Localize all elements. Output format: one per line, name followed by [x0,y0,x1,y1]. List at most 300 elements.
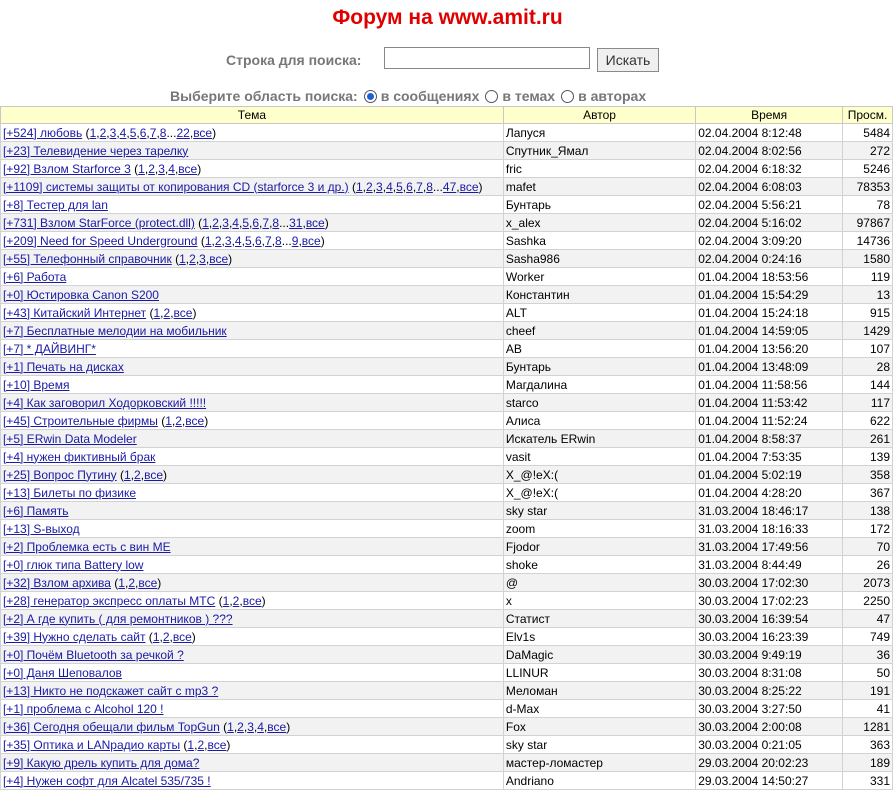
author-cell: мастер-ломастер [503,754,695,772]
topic-link[interactable]: [+9] Какую дрель купить для дома? [3,755,200,770]
time-cell: 01.04.2004 5:02:19 [696,466,843,484]
topic-link[interactable]: [+731] Взлом StarForce (protect.dll) [3,215,195,230]
header-author: Автор [503,107,695,124]
author-cell: Бунтарь [503,358,695,376]
topic-link[interactable]: [+4] Как заговорил Ходорковский !!!!! [3,395,207,410]
time-cell: 01.04.2004 15:24:18 [696,304,843,322]
views-cell: 13 [843,286,893,304]
author-cell: Sasha986 [503,250,695,268]
topic-link[interactable]: [+36] Сегодня обещали фильм TopGun [3,719,220,734]
scope-label: Выберите область поиска: [170,88,358,104]
search-scope [170,88,646,104]
table-row [1,466,893,484]
table-row [1,520,893,538]
page-link[interactable]: все [242,593,262,608]
topic-cell [1,592,504,610]
table-row [1,304,893,322]
page-link[interactable]: 6 [254,233,262,248]
topic-link[interactable]: [+1109] системы защиты от копирования CD (starforce 3 и др.) [3,179,349,194]
time-cell: 02.04.2004 5:16:02 [696,214,843,232]
page-links: (1,2,все) [146,305,197,320]
page-links: (1,2,все) [180,737,231,752]
radio-messages[interactable] [364,90,377,103]
author-cell: Статист [503,610,695,628]
topic-link[interactable]: [+2] Проблемка есть с вин ME [3,539,171,554]
header-views: Просм. [843,107,893,124]
radio-topics[interactable] [485,90,498,103]
page-link[interactable]: 4 [119,125,127,140]
page-link[interactable]: 3 [224,233,232,248]
views-cell: 117 [843,394,893,412]
table-row [1,538,893,556]
table-row [1,484,893,502]
author-cell: Искатель ERwin [503,430,695,448]
page-link[interactable]: 1 [138,161,145,176]
table-row [1,574,893,592]
page-link[interactable]: 2 [214,233,222,248]
topic-cell [1,430,504,448]
topic-link[interactable]: [+35] Оптика и LANрадио карты [3,737,181,752]
time-cell: 01.04.2004 11:58:56 [696,376,843,394]
author-cell: Бунтарь [503,196,695,214]
table-row [1,232,893,250]
time-cell: 30.03.2004 8:31:08 [696,664,843,682]
views-cell: 78 [843,196,893,214]
page-link[interactable]: 8 [159,125,167,140]
views-cell: 358 [843,466,893,484]
views-cell: 622 [843,412,893,430]
time-cell: 30.03.2004 16:39:54 [696,610,843,628]
topic-cell [1,214,504,232]
page-link[interactable]: 2 [99,125,107,140]
topic-cell [1,520,504,538]
views-cell: 172 [843,520,893,538]
topic-link[interactable]: [+43] Китайский Интернет [3,305,147,320]
page-ellipsis: ... [432,179,443,194]
page-link[interactable]: 9 [291,233,299,248]
topic-cell [1,304,504,322]
page-link[interactable]: все [138,575,158,590]
time-cell: 31.03.2004 18:46:17 [696,502,843,520]
topic-link[interactable]: [+0] Юстировка Canon S200 [3,287,159,302]
table-row [1,772,893,790]
author-cell: X_@!eX:( [503,484,695,502]
author-cell: Спутник_Ямал [503,142,695,160]
time-cell: 01.04.2004 8:58:37 [696,430,843,448]
time-cell: 30.03.2004 16:23:39 [696,628,843,646]
topic-link[interactable]: [+4] Нужен софт для Alcatel 535/735 ! [3,773,211,788]
page-link[interactable]: 5 [129,125,137,140]
topic-cell [1,484,504,502]
time-cell: 31.03.2004 17:49:56 [696,538,843,556]
topic-link[interactable]: [+28] генератор экспресс оплаты МТС [3,593,216,608]
table-row [1,718,893,736]
author-cell: fric [503,160,695,178]
page-link[interactable]: все [173,305,193,320]
topic-cell [1,124,504,142]
page-link[interactable]: 3 [376,179,383,194]
time-cell: 30.03.2004 0:21:05 [696,736,843,754]
table-row [1,214,893,232]
author-cell: cheef [503,322,695,340]
topics-body [1,124,893,790]
author-cell: ALT [503,304,695,322]
page-link[interactable]: 3 [199,251,206,266]
topic-link[interactable]: [+6] Работа [3,269,67,284]
time-cell: 30.03.2004 17:02:23 [696,592,843,610]
author-cell: starco [503,394,695,412]
topic-cell [1,448,504,466]
time-cell: 01.04.2004 18:53:56 [696,268,843,286]
author-cell: @ [503,574,695,592]
topic-cell [1,340,504,358]
topics-table [0,106,893,790]
page-link[interactable]: 1 [152,629,160,644]
page-link[interactable]: 2 [212,215,219,230]
page-link[interactable]: 1 [222,593,230,608]
views-cell: 26 [843,556,893,574]
topic-cell [1,610,504,628]
page-links: (1,2,3,4,все) [130,161,202,176]
page-ellipsis: ... [281,233,292,248]
page-link[interactable]: 8 [275,233,282,248]
page-link[interactable]: 47 [442,179,457,194]
topic-cell [1,682,504,700]
topic-link[interactable]: [+7] Бесплатные мелодии на мобильник [3,323,227,338]
search-input[interactable] [384,47,590,69]
author-cell: mafet [503,178,695,196]
scope-option-label: в авторах [578,88,647,104]
topic-cell [1,412,504,430]
author-cell: Fox [503,718,695,736]
views-cell: 749 [843,628,893,646]
table-row [1,142,893,160]
scope-option-topics[interactable] [485,88,555,104]
page-link[interactable]: 1 [118,575,125,590]
table-row [1,646,893,664]
views-cell: 189 [843,754,893,772]
author-cell: Константин [503,286,695,304]
page-link[interactable]: 3 [109,125,117,140]
table-row [1,628,893,646]
table-row [1,286,893,304]
topic-link[interactable]: [+0] Почём Bluetooth за речкой ? [3,647,184,662]
page-links: (1,2,3,4,5,6,7,8...31,все) [194,215,329,230]
topic-link[interactable]: [+4] нужен фиктивный брак [3,449,156,464]
topic-link[interactable]: [+5] ERwin Data Modeler [3,431,137,446]
page-link[interactable]: 3 [247,719,254,734]
page-links: (1,2,3,4,5,6,7,8...9,все) [197,233,325,248]
page-links: (1,2,3,все) [171,251,233,266]
views-cell: 1429 [843,322,893,340]
page-link[interactable]: все [193,125,213,140]
table-row [1,736,893,754]
scope-option-label: в темах [502,88,556,104]
topic-link[interactable]: [+524] любовь [3,125,83,140]
table-row [1,340,893,358]
page-link[interactable]: 2 [366,179,373,194]
page-link[interactable]: все [209,251,229,266]
page-link[interactable]: 22 [176,125,190,140]
table-row [1,700,893,718]
page-links: (1,2,все) [116,467,167,482]
topic-link[interactable]: [+23] Телевидение через тарелку [3,143,189,158]
table-row [1,682,893,700]
views-cell: 1580 [843,250,893,268]
page-ellipsis: ... [279,215,290,230]
topic-cell [1,574,504,592]
topic-link[interactable]: [+55] Телефонный справочник [3,251,172,266]
author-cell: vasit [503,448,695,466]
author-cell: Алиса [503,412,695,430]
topic-link[interactable]: [+2] А где купить ( для ремонтников ) ??? [3,611,233,626]
author-cell: Andriano [503,772,695,790]
page-link[interactable]: 4 [234,233,242,248]
topic-cell [1,556,504,574]
views-cell: 2073 [843,574,893,592]
page-title: Форум на www.amit.ru [332,6,563,29]
page-links: (1,2,3,4,все) [219,719,291,734]
time-cell: 02.04.2004 5:56:21 [696,196,843,214]
topic-cell [1,736,504,754]
page-link[interactable]: 4 [257,719,264,734]
search-label: Строка для поиска: [226,52,362,68]
radio-authors[interactable] [561,90,574,103]
topic-link[interactable]: [+1] проблема с Alcohol 120 ! [3,701,164,716]
search-button[interactable]: Искать [597,48,659,72]
page-link[interactable]: все [305,215,325,230]
page-link[interactable]: 5 [244,233,252,248]
author-cell: x [503,592,695,610]
views-cell: 36 [843,646,893,664]
page-link[interactable]: 1 [227,719,234,734]
page-link[interactable]: 4 [232,215,239,230]
time-cell: 02.04.2004 3:09:20 [696,232,843,250]
topic-cell [1,646,504,664]
views-cell: 78353 [843,178,893,196]
views-cell: 191 [843,682,893,700]
page-link[interactable]: 1 [179,251,186,266]
table-row [1,430,893,448]
page-link[interactable]: 6 [406,179,413,194]
page-links: (1,2,все) [215,593,266,608]
topic-cell [1,268,504,286]
page-link[interactable]: 2 [197,737,205,752]
page-link[interactable]: все [459,179,479,194]
topic-cell [1,772,504,790]
time-cell: 30.03.2004 2:00:08 [696,718,843,736]
page-link[interactable]: 4 [168,161,175,176]
page-link[interactable]: 1 [165,413,172,428]
page-link[interactable]: 1 [204,233,212,248]
table-row [1,610,893,628]
page-link[interactable]: 8 [426,179,433,194]
page-link[interactable]: 5 [396,179,403,194]
page-links: (1,2,все) [145,629,196,644]
page-link[interactable]: 5 [242,215,249,230]
scope-option-label: в сообщениях [380,88,480,104]
page-link[interactable]: 3 [222,215,229,230]
topic-link[interactable]: [+13] S-выход [3,521,80,536]
author-cell: d-Max [503,700,695,718]
author-cell: X_@!eX:( [503,466,695,484]
page-link[interactable]: 7 [416,179,423,194]
views-cell: 2250 [843,592,893,610]
header-topic: Тема [1,107,504,124]
time-cell: 01.04.2004 14:59:05 [696,322,843,340]
page-links: (1,2,все) [110,575,162,590]
page-link[interactable]: 3 [158,161,165,176]
time-cell: 29.03.2004 14:50:27 [696,772,843,790]
table-row [1,160,893,178]
table-row [1,448,893,466]
topic-link[interactable]: [+209] Need for Speed Underground [3,233,198,248]
topic-cell [1,700,504,718]
page-link[interactable]: 1 [355,179,363,194]
author-cell: Fjodor [503,538,695,556]
views-cell: 14736 [843,232,893,250]
page-link[interactable]: все [207,737,227,752]
page-link[interactable]: все [144,467,163,482]
topic-cell [1,394,504,412]
time-cell: 01.04.2004 15:54:29 [696,286,843,304]
time-cell: 30.03.2004 8:25:22 [696,682,843,700]
views-cell: 50 [843,664,893,682]
topic-cell [1,250,504,268]
time-cell: 30.03.2004 3:27:50 [696,700,843,718]
time-cell: 01.04.2004 7:53:35 [696,448,843,466]
table-row [1,178,893,196]
page-link[interactable]: 1 [187,737,195,752]
page-link[interactable]: 1 [202,215,209,230]
search-form [0,47,895,73]
author-cell: Лапуся [503,124,695,142]
topic-link[interactable]: [+10] Время [3,377,70,392]
views-cell: 5246 [843,160,893,178]
page-link[interactable]: 2 [175,413,182,428]
table-row [1,358,893,376]
table-row [1,268,893,286]
topic-cell [1,664,504,682]
author-cell: sky star [503,736,695,754]
table-row [1,250,893,268]
topic-link[interactable]: [+92] Взлом Starforce 3 [3,161,131,176]
table-row [1,592,893,610]
page-link[interactable]: 7 [265,233,272,248]
page-link[interactable]: 1 [153,305,161,320]
page-link[interactable]: 6 [252,215,260,230]
page-link[interactable]: 8 [272,215,280,230]
views-cell: 119 [843,268,893,286]
topic-link[interactable]: [+1] Печать на дисках [3,359,124,374]
table-row [1,124,893,142]
topic-link[interactable]: [+32] Взлом архива [3,575,111,590]
page-link[interactable]: 2 [237,719,244,734]
topic-cell [1,160,504,178]
author-cell: DaMagic [503,646,695,664]
topic-cell [1,178,504,196]
views-cell: 47 [843,610,893,628]
page-link[interactable]: 7 [262,215,270,230]
topic-cell [1,538,504,556]
topic-cell [1,754,504,772]
scope-option-authors[interactable] [561,88,646,104]
topic-link[interactable]: [+0] Даня Шеповалов [3,665,122,680]
page-ellipsis: ... [166,125,177,140]
topic-link[interactable]: [+45] Строительные фирмы [3,413,158,428]
page-links: (1,2,3,4,5,6,7,8...22,все) [82,125,217,140]
page-link[interactable]: все [301,233,321,248]
table-row [1,754,893,772]
page-link[interactable]: 1 [124,467,131,482]
topic-cell [1,142,504,160]
page-link[interactable]: 7 [149,125,157,140]
table-header [1,107,893,124]
topic-cell [1,466,504,484]
page-link[interactable]: 2 [189,251,196,266]
time-cell: 01.04.2004 13:56:20 [696,340,843,358]
author-cell: shoke [503,556,695,574]
author-cell: Worker [503,268,695,286]
topic-link[interactable]: [+0] глюк типа Battery low [3,557,144,572]
topic-link[interactable]: [+13] Билеты по физике [3,485,137,500]
time-cell: 02.04.2004 8:02:56 [696,142,843,160]
time-cell: 30.03.2004 17:02:30 [696,574,843,592]
author-cell: x_alex [503,214,695,232]
page-link[interactable]: все [172,629,192,644]
topic-link[interactable]: [+39] Нужно сделать сайт [3,629,146,644]
views-cell: 915 [843,304,893,322]
page-links: (1,2,все) [157,413,209,428]
author-cell: Elv1s [503,628,695,646]
header-time: Время [696,107,843,124]
scope-option-messages[interactable] [364,88,480,104]
topic-link[interactable]: [+7] * ДАЙВИНГ* [3,341,96,356]
page-link[interactable]: 4 [386,179,393,194]
topic-link[interactable]: [+25] Вопрос Путину [3,467,117,482]
views-cell: 5484 [843,124,893,142]
page-link[interactable]: все [267,719,287,734]
page-link[interactable]: 2 [232,593,240,608]
page-link[interactable]: 1 [89,125,97,140]
views-cell: 138 [843,502,893,520]
views-cell: 144 [843,376,893,394]
topic-cell [1,628,504,646]
topic-link[interactable]: [+6] Память [3,503,69,518]
author-cell: LLINUR [503,664,695,682]
table-row [1,394,893,412]
page-link[interactable]: 2 [162,629,170,644]
views-cell: 28 [843,358,893,376]
time-cell: 01.04.2004 11:52:24 [696,412,843,430]
topic-link[interactable]: [+8] Тестер для lan [3,197,108,212]
page-link[interactable]: 2 [134,467,141,482]
views-cell: 1281 [843,718,893,736]
topic-link[interactable]: [+13] Никто не подскажет сайт с mp3 ? [3,683,219,698]
time-cell: 31.03.2004 18:16:33 [696,520,843,538]
author-cell: zoom [503,520,695,538]
page-link[interactable]: 2 [148,161,155,176]
page-link[interactable]: 31 [289,215,303,230]
page-link[interactable]: 6 [139,125,147,140]
page-link[interactable]: 2 [163,305,171,320]
page-link[interactable]: все [185,413,205,428]
table-row [1,556,893,574]
page-link[interactable]: все [178,161,198,176]
page-link[interactable]: 2 [128,575,136,590]
views-cell: 367 [843,484,893,502]
table-row [1,412,893,430]
